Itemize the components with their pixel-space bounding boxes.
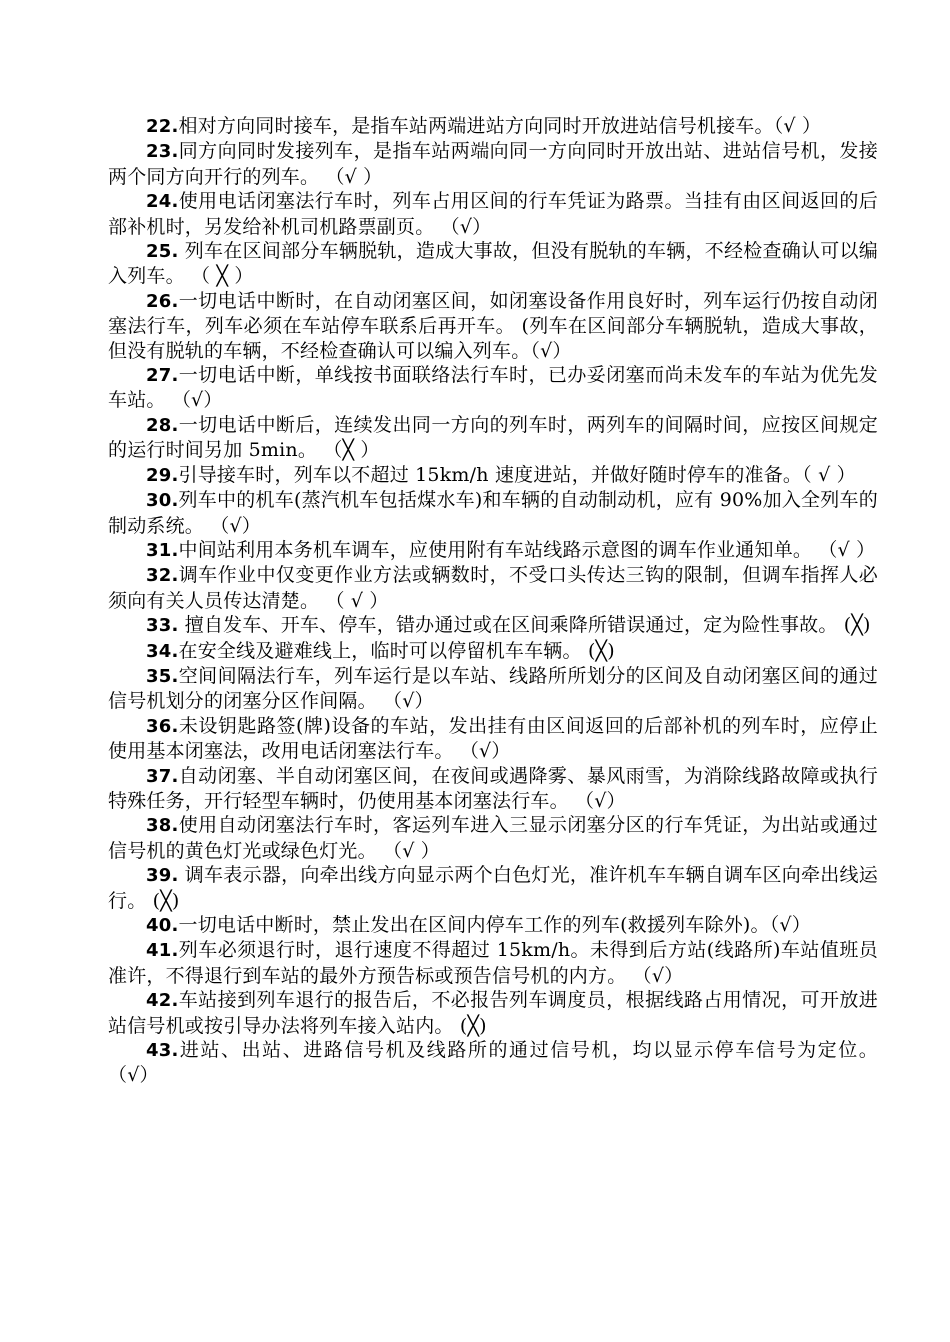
question-29: 29.引导接车时，列车以不超过 15km/h 速度进站，并做好随时停车的准备。（ √ ）	[146, 463, 856, 486]
question-text: 进站、出站、进路信号机及线路所的通过信号机，均以显示停车信号为定位。 （√）	[108, 1039, 878, 1087]
question-28: 28.一切电话中断后，连续发出同一方向的列车时，两列车的间隔时间，应按区间规定的运行时间另加 5min。 （╳ ）	[108, 413, 878, 462]
question-22: 22.相对方向同时接车，是指车站两端进站方向同时开放进站信号机接车。（√ ）	[146, 115, 822, 137]
question-text: 使用自动闭塞法行车时，客运列车进入三显示闭塞分区的行车凭证，为出站或通过信号机的黄色灯光或绿色灯光。 （√ ）	[108, 814, 878, 862]
question-text: 中间站利用本务机车调车，应使用附有车站线路示意图的调车作业通知单。 （√ ）	[178, 538, 876, 561]
question-38: 38.使用自动闭塞法行车时，客运列车进入三显示闭塞分区的行车凭证，为出站或通过信号机的黄色灯光或绿色灯光。 （√ ）	[108, 814, 878, 862]
question-31: 31.中间站利用本务机车调车，应使用附有车站线路示意图的调车作业通知单。 （√ ）	[146, 538, 876, 561]
question-24: 24.使用电话闭塞法行车时，列车占用区间的行车凭证为路票。当挂有由区间返回的后部补机时，另发给补机司机路票副页。 （√）	[108, 190, 878, 238]
question-text: 使用电话闭塞法行车时，列车占用区间的行车凭证为路票。当挂有由区间返回的后部补机时，另发给补机司机路票副页。 （√）	[108, 190, 878, 238]
question-30: 30.列车中的机车(蒸汽机车包括煤水车)和车辆的自动制动机，应有 90%加入全列车的制动系统。 （√）	[108, 489, 878, 537]
document-page	[108, 114, 878, 1088]
question-42: 42.车站接到列车退行的报告后，不必报告列车调度员，根据线路占用情况，可开放进站信号机或按引导办法将列车接入站内。 (╳)	[108, 989, 878, 1037]
question-25: 25. 列车在区间部分车辆脱轨，造成大事故，但没有脱轨的车辆，不经检查确认可以编入列车。 （ ╳ ）	[108, 240, 878, 288]
question-text: 擅自发车、开车、停车，错办通过或在区间乘降所错误通过，定为险性事故。 (╳)	[178, 614, 871, 637]
question-37: 37.自动闭塞、半自动闭塞区间，在夜间或遇降雾、暴风雨雪，为消除线路故障或执行特殊任务，开行轻型车辆时，仍使用基本闭塞法行车。 （√）	[108, 764, 878, 812]
question-text: 同方向同时发接列车，是指车站两端向同一方向同时开放出站、进站信号机，发接两个同方向开行的列车。 （√ ）	[108, 140, 878, 188]
question-text: 相对方向同时接车，是指车站两端进站方向同时开放进站信号机接车。（√ ）	[178, 115, 822, 137]
question-27: 27.一切电话中断，单线按书面联络法行车时，已办妥闭塞而尚未发车的车站为优先发车站。 （√）	[108, 364, 878, 412]
question-text: 列车必须退行时，退行速度不得超过 15km/h。未得到后方站(线路所)车站值班员准许，不得退行到车站的最外方预告标或预告信号机的内方。 （√）	[108, 939, 878, 987]
question-text: 引导接车时，列车以不超过 15km/h 速度进站，并做好随时停车的准备。（ √ ）	[178, 463, 856, 486]
question-43: 43.进站、出站、进路信号机及线路所的通过信号机，均以显示停车信号为定位。 （√）	[108, 1039, 878, 1087]
question-33: 33. 擅自发车、开车、停车，错办通过或在区间乘降所错误通过，定为险性事故。 (╳)	[146, 614, 871, 637]
question-39: 39. 调车表示器，向牵出线方向显示两个白色灯光，准许机车车辆自调车区向牵出线运行。 (╳)	[108, 864, 878, 912]
question-26: 26.一切电话中断时，在自动闭塞区间，如闭塞设备作用良好时，列车运行仍按自动闭塞法行车，列车必须在车站停车联系后再开车。 (列车在区间部分车辆脱轨，造成大事故，但没有脱轨的车辆，不经检查确认可以编入列车。（√）	[108, 289, 878, 362]
question-text: 一切电话中断后，连续发出同一方向的列车时，两列车的间隔时间，应按区间规定的运行时间另加 5min。 （╳ ）	[108, 413, 878, 462]
question-text: 车站接到列车退行的报告后，不必报告列车调度员，根据线路占用情况，可开放进站信号机或按引导办法将列车接入站内。 (╳)	[108, 989, 878, 1037]
question-text: 列车中的机车(蒸汽机车包括煤水车)和车辆的自动制动机，应有 90%加入全列车的制动系统。 （√）	[108, 489, 878, 537]
question-40: 40.一切电话中断时，禁止发出在区间内停车工作的列车(救援列车除外)。（√）	[146, 914, 811, 936]
question-34: 34.在安全线及避难线上，临时可以停留机车车辆。 (╳)	[146, 639, 615, 662]
question-text: 一切电话中断时，在自动闭塞区间，如闭塞设备作用良好时，列车运行仍按自动闭塞法行车，列车必须在车站停车联系后再开车。 (列车在区间部分车辆脱轨，造成大事故，但没有脱轨的车辆，不经检查确认可以编入列车。（√）	[108, 289, 878, 362]
question-35: 35.空间间隔法行车，列车运行是以车站、线路所所划分的区间及自动闭塞区间的通过信号机划分的闭塞分区作间隔。 （√）	[108, 664, 878, 713]
question-text: 自动闭塞、半自动闭塞区间，在夜间或遇降雾、暴风雨雪，为消除线路故障或执行特殊任务，开行轻型车辆时，仍使用基本闭塞法行车。 （√）	[108, 764, 878, 812]
question-text: 列车在区间部分车辆脱轨，造成大事故，但没有脱轨的车辆，不经检查确认可以编入列车。 （ ╳ ）	[108, 240, 878, 288]
question-23: 23.同方向同时发接列车，是指车站两端向同一方向同时开放出站、进站信号机，发接两个同方向开行的列车。 （√ ）	[108, 140, 878, 188]
question-text: 在安全线及避难线上，临时可以停留机车车辆。 (╳)	[178, 639, 615, 662]
question-41: 41.列车必须退行时，退行速度不得超过 15km/h。未得到后方站(线路所)车站值班员准许，不得退行到车站的最外方预告标或预告信号机的内方。 （√）	[108, 939, 878, 987]
question-text: 空间间隔法行车，列车运行是以车站、线路所所划分的区间及自动闭塞区间的通过信号机划分的闭塞分区作间隔。 （√）	[108, 664, 878, 713]
question-text: 未设钥匙路签(牌)设备的车站，发出挂有由区间返回的后部补机的列车时，应停止使用基本闭塞法，改用电话闭塞法行车。 （√）	[108, 714, 878, 763]
question-text: 调车表示器，向牵出线方向显示两个白色灯光，准许机车车辆自调车区向牵出线运行。 (╳)	[108, 864, 878, 912]
question-32: 32.调车作业中仅变更作业方法或辆数时，不受口头传达三钩的限制，但调车指挥人必须向有关人员传达清楚。 （ √ ）	[108, 564, 878, 612]
question-text: 一切电话中断时，禁止发出在区间内停车工作的列车(救援列车除外)。（√）	[178, 914, 811, 936]
question-text: 一切电话中断，单线按书面联络法行车时，已办妥闭塞而尚未发车的车站为优先发车站。 （√）	[108, 364, 878, 412]
question-36: 36.未设钥匙路签(牌)设备的车站，发出挂有由区间返回的后部补机的列车时，应停止使用基本闭塞法，改用电话闭塞法行车。 （√）	[108, 714, 878, 763]
question-text: 调车作业中仅变更作业方法或辆数时，不受口头传达三钩的限制，但调车指挥人必须向有关人员传达清楚。 （ √ ）	[108, 564, 878, 612]
